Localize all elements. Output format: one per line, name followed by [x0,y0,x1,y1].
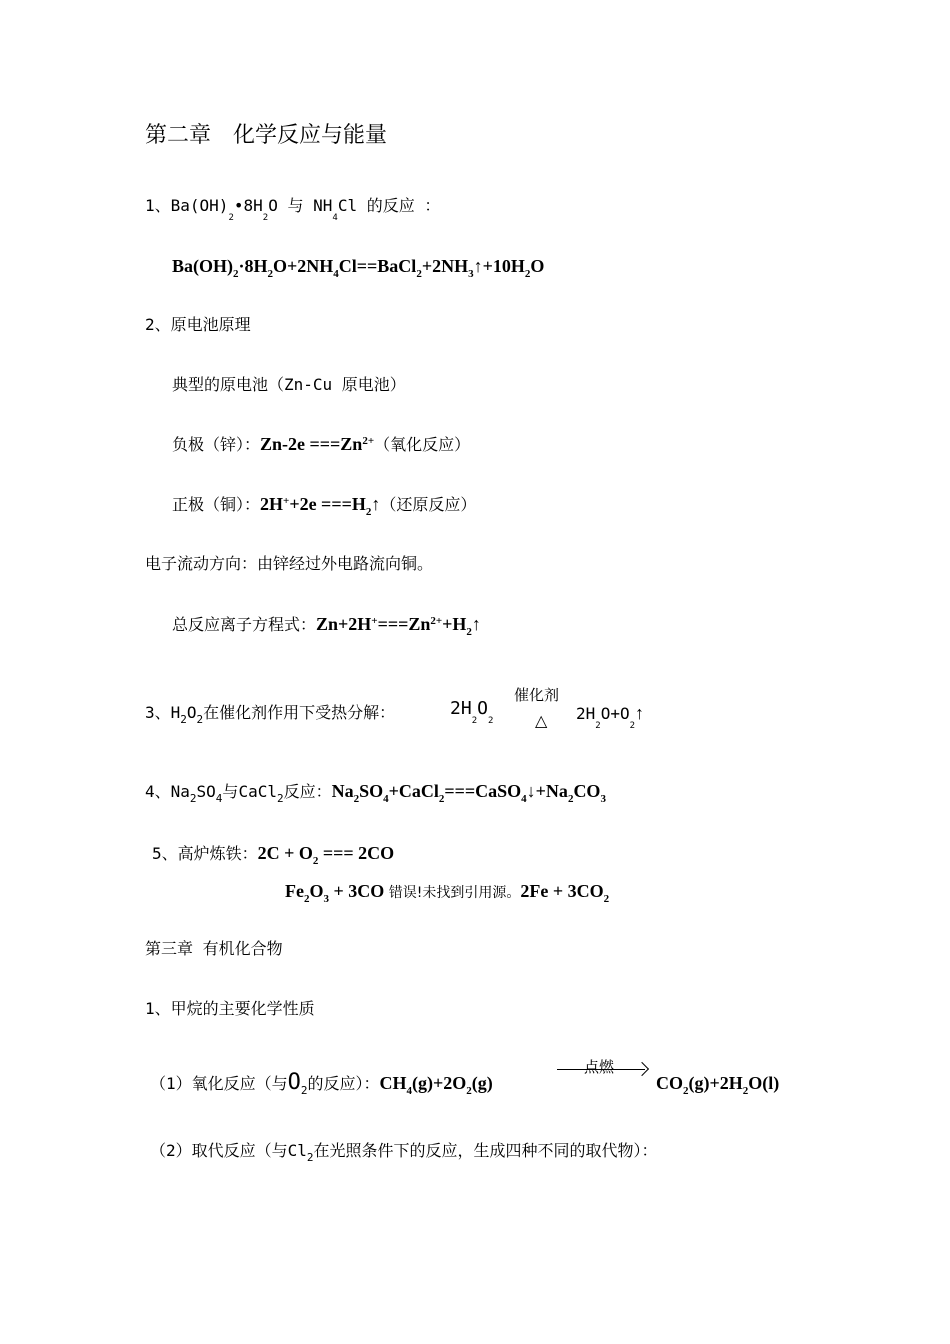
oxidation-line: （1）氧化反应（与$O_2$的反应）：$CH_4(g)+2O_2(g)$ [150,1070,493,1097]
section-2-heading: 2、原电池原理 [145,315,251,334]
positive-electrode-line: 正极（铜）：$2H^++2e ===H_2↑$（还原反应） [172,494,477,518]
iron-smelting-equation: $Fe_2O_3 + 3CO$ 错误!未找到引用源。$2Fe + 3CO_2$ [285,881,610,905]
heat-symbol: △ [535,711,548,730]
h2o2-reactant: $2H_2O_2$ [450,698,494,726]
oxidation-products: $CO_2(g)+2H_2O(l)$ [656,1073,780,1097]
catalyst-label: 催化剂 [514,686,560,704]
ignition-condition: 点燃 [584,1058,615,1076]
chapter-3-title: 第三章 有机化合物 [145,939,283,958]
typical-cell-text: 典型的原电池（Zn-Cu 原电池） [172,375,406,394]
section-1-equation: $Ba(OH)_2\cdot 8H_2O+2NH_4Cl==BaCl_2+2NH_3↑+10H_2O$ [172,256,545,280]
section-3-heading: 3、$H_2O_2$在催化剂作用下受热分解： [145,703,396,726]
section-4-line: 4、$Na_2SO_4$与CaCl$_2$反应：$Na_2SO_4+CaCl_2===CaSO_4↓+Na_2CO_3$ [145,781,606,805]
electron-flow-text: 电子流动方向：由锌经过外电路流向铜。 [145,554,434,573]
substitution-line: （2）取代反应（与$Cl_2$在光照条件下的反应，生成四种不同的取代物）： [150,1141,658,1164]
section-5-line: 5、高炉炼铁：$2C + O_2$ === 2CO [152,843,395,867]
chapter-title-text: 第二章 化学反应与能量 [145,123,388,148]
negative-electrode-line: 负极（锌）：$Zn-2e ===Zn^{2+}$（氧化反应） [172,434,471,454]
reaction-arrow [557,1069,645,1070]
broken-reference-text: 错误!未找到引用源。 [388,885,521,901]
total-reaction-line: 总反应离子方程式：$Zn+2H^+===Zn^{2+}+H_2↑$ [172,614,481,638]
section-1-heading: 1、$Ba(OH)_2•8H_2O$ 与 $NH_4Cl$ 的反应 ： [145,196,441,223]
chapter-title [145,122,387,150]
methane-heading: 1、甲烷的主要化学性质 [145,999,315,1018]
h2o2-products: $2H_2O+O_2↑$ [576,703,645,731]
